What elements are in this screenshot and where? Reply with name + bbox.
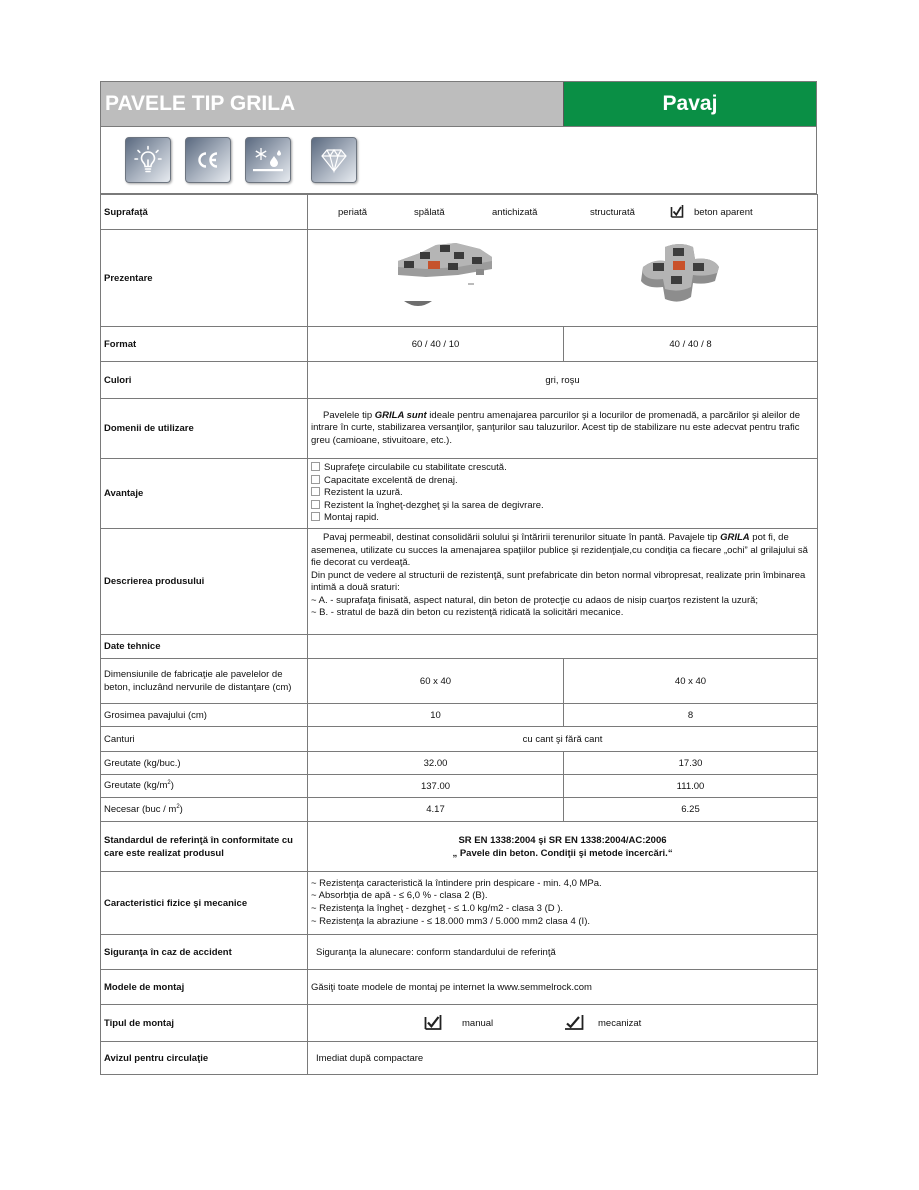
colors-value: gri, roşu xyxy=(308,362,818,399)
weight-per-piece-value-1: 32.00 xyxy=(308,752,564,775)
row-standard xyxy=(101,822,818,872)
thickness-value-2: 8 xyxy=(564,704,818,727)
checkbox-checked-icon xyxy=(424,1014,442,1033)
row-label: Descrierea produsului xyxy=(101,529,308,635)
standard-title: „ Pavele din beton. Condiţii şi metode încercări.“ xyxy=(452,847,673,859)
row-label: Necesar $(buc / m^2)$ xyxy=(101,798,308,822)
description-layer-b: ~ B. - stratul de bază din beton cu rezistenţă ridicată la solicitări mecanice. xyxy=(311,607,624,618)
pieces-per-m2-value-1: 4.17 xyxy=(308,798,564,822)
row-domenii xyxy=(101,399,818,459)
bullet-box-icon xyxy=(311,487,320,496)
category-label: Pavaj xyxy=(563,82,816,126)
row-greutate-buc xyxy=(101,752,818,775)
description-paragraph: Din punct de vedere al structurii de rezistenţă, sunt prefabricate din beton normal vibropresat, realizate prin îmbinarea intimă a două sraturi: xyxy=(311,569,806,593)
bullet-box-icon xyxy=(311,512,320,521)
description-paragraph: Pavaj permeabil, destinat consolidării solului şi întăririi terenurilor situate în pantă. Pavajele tip GRILA pot fi, de asemenea, utilizate cu succes la amenajarea spaţiilor publice şi rezidenţiale,cu condiţia ca fiecare „ochi” al grilajului să fie decorat cu verdeaţă. xyxy=(311,532,808,568)
row-label: Tipul de montaj xyxy=(101,1005,308,1042)
format-value-2: 40 / 40 / 8 xyxy=(564,327,818,362)
row-label: Canturi xyxy=(101,727,308,752)
bullet-box-icon xyxy=(311,500,320,509)
dimensions-value-2: 40 x 40 xyxy=(564,659,818,704)
product-datasheet xyxy=(100,81,817,1075)
frost-salt-resistance-icon xyxy=(245,137,291,183)
row-label: Modele de montaj xyxy=(101,970,308,1005)
row-label: Format xyxy=(101,327,308,362)
row-label: Culori xyxy=(101,362,308,399)
characteristic-item: ~ Absorbţia de apă - ≤ 6,0 % - clasa 2 (B). xyxy=(311,890,488,902)
row-format xyxy=(101,327,818,362)
weight-per-m2-value-1: 137.00 xyxy=(308,775,564,798)
laying-type-mecanizat: mecanizat xyxy=(598,1017,642,1029)
surface-option-periata: periată xyxy=(338,206,368,218)
grila-60x40x10-paver-image xyxy=(308,231,563,326)
usage-domains-text: Pavelele tip GRILA sunt ideale pentru amenajarea parcurilor şi a locurilor de promenadă, a parcărilor şi aleilor de intrare în curte, stabilizarea versanţilor, şanţurilor sau taluzurilor. Acest tip de stabilizare nu este adecvat pentru trafic greu (camioane, stivuitoare, etc.). xyxy=(311,409,801,446)
advantage-item: Suprafeţe circulabile cu stabilitate crescută. xyxy=(311,462,814,475)
row-label: Greutate (kg/buc.) xyxy=(101,752,308,775)
row-siguranta xyxy=(101,935,818,970)
pieces-per-m2-value-2: 6.25 xyxy=(564,798,818,822)
row-tipul xyxy=(101,1005,818,1042)
checkbox-checked-icon xyxy=(564,1014,584,1033)
row-label: Avantaje xyxy=(101,459,308,529)
row-canturi xyxy=(101,727,818,752)
weight-per-m2-value-2: 111.00 xyxy=(564,775,818,798)
surface-option-spalata: spălată xyxy=(414,206,445,218)
bullet-box-icon xyxy=(311,462,320,471)
dimensions-value-1: 60 x 40 xyxy=(308,659,564,704)
row-label: Caracteristici fizice şi mecanice xyxy=(101,872,308,935)
surface-options xyxy=(311,204,814,221)
row-label: Avizul pentru circulaţie xyxy=(101,1042,308,1075)
checkbox-checked-icon xyxy=(670,204,684,221)
advantage-item: Montaj rapid. xyxy=(311,512,814,525)
row-prezentare xyxy=(101,230,818,327)
row-avantaje xyxy=(101,459,818,529)
row-label: Prezentare xyxy=(101,230,308,327)
section-heading: Date tehnice xyxy=(101,635,308,659)
row-suprafata xyxy=(101,195,818,230)
product-title: PAVELE TIP GRILA xyxy=(101,82,563,126)
safety-value: Siguranţa la alunecare: conform standardului de referinţă xyxy=(308,935,818,970)
weight-per-piece-value-2: 17.30 xyxy=(564,752,818,775)
description-layer-a: ~ A. - suprafaţa finisată, aspect natural, din beton de protecţie cu adaos de nisip cuarţos rezistent la uzură; xyxy=(311,594,759,606)
row-modele xyxy=(101,970,818,1005)
thickness-value-1: 10 xyxy=(308,704,564,727)
specification-table xyxy=(100,194,818,1075)
certification-icons-row xyxy=(100,126,817,194)
characteristic-item: ~ Rezistenţa la abraziune - ≤ 18.000 mm3 / 5.000 mm2 clasa 4 (I). xyxy=(311,915,590,927)
row-date-tehnice xyxy=(101,635,818,659)
row-grosime xyxy=(101,704,818,727)
row-label: Suprafață xyxy=(101,195,308,230)
ce-mark-icon xyxy=(185,137,231,183)
row-necesar xyxy=(101,798,818,822)
traffic-approval-value: Imediat după compactare xyxy=(308,1042,818,1075)
characteristic-item: ~ Rezistenţa la îngheţ - dezgheţ - ≤ 1.0 kg/m2 - clasa 3 (D ). xyxy=(311,903,564,914)
row-label: Domenii de utilizare xyxy=(101,399,308,459)
characteristic-item: ~ Rezistenţa caracteristică la întindere prin despicare - min. 4,0 MPa. xyxy=(311,877,602,889)
row-label: Standardul de referinţă în conformitate cu care este realizat produsul xyxy=(101,822,308,872)
row-label: Siguranţa în caz de accident xyxy=(101,935,308,970)
row-descriere xyxy=(101,529,818,635)
grila-40x40x8-paver-image xyxy=(563,231,818,326)
standard-reference: SR EN 1338:2004 şi SR EN 1338:2004/AC:2006 xyxy=(458,834,667,846)
row-label: Greutate $(kg/m^2)$ xyxy=(101,775,308,798)
laying-type-manual: manual xyxy=(462,1017,494,1029)
edges-value: cu cant şi fără cant xyxy=(308,727,818,752)
row-avizul xyxy=(101,1042,818,1075)
lightbulb-icon xyxy=(125,137,171,183)
surface-option-antichizata: antichizată xyxy=(492,206,538,218)
row-greutate-m2 xyxy=(101,775,818,798)
row-dimensiuni xyxy=(101,659,818,704)
format-value-1: 60 / 40 / 10 xyxy=(308,327,564,362)
row-label: Grosimea pavajului (cm) xyxy=(101,704,308,727)
advantage-item: Rezistent la îngheţ-dezgheţ şi la sarea de degivrare. xyxy=(311,500,814,513)
laying-patterns-value: Găsiţi toate modele de montaj pe internet la www.semmelrock.com xyxy=(308,970,818,1005)
diamond-icon xyxy=(311,137,357,183)
surface-option-beton-aparent: beton aparent xyxy=(694,206,753,218)
row-culori xyxy=(101,362,818,399)
row-caracteristici xyxy=(101,872,818,935)
bullet-box-icon xyxy=(311,475,320,484)
header-bar xyxy=(100,81,817,126)
row-label: Dimensiunile de fabricaţie ale pavelelor de beton, incluzând nervurile de distanţare (cm) xyxy=(101,659,308,704)
surface-option-structurata: structurată xyxy=(590,206,635,218)
advantage-item: Capacitate excelentă de drenaj. xyxy=(311,475,814,488)
advantage-item: Rezistent la uzură. xyxy=(311,487,814,500)
